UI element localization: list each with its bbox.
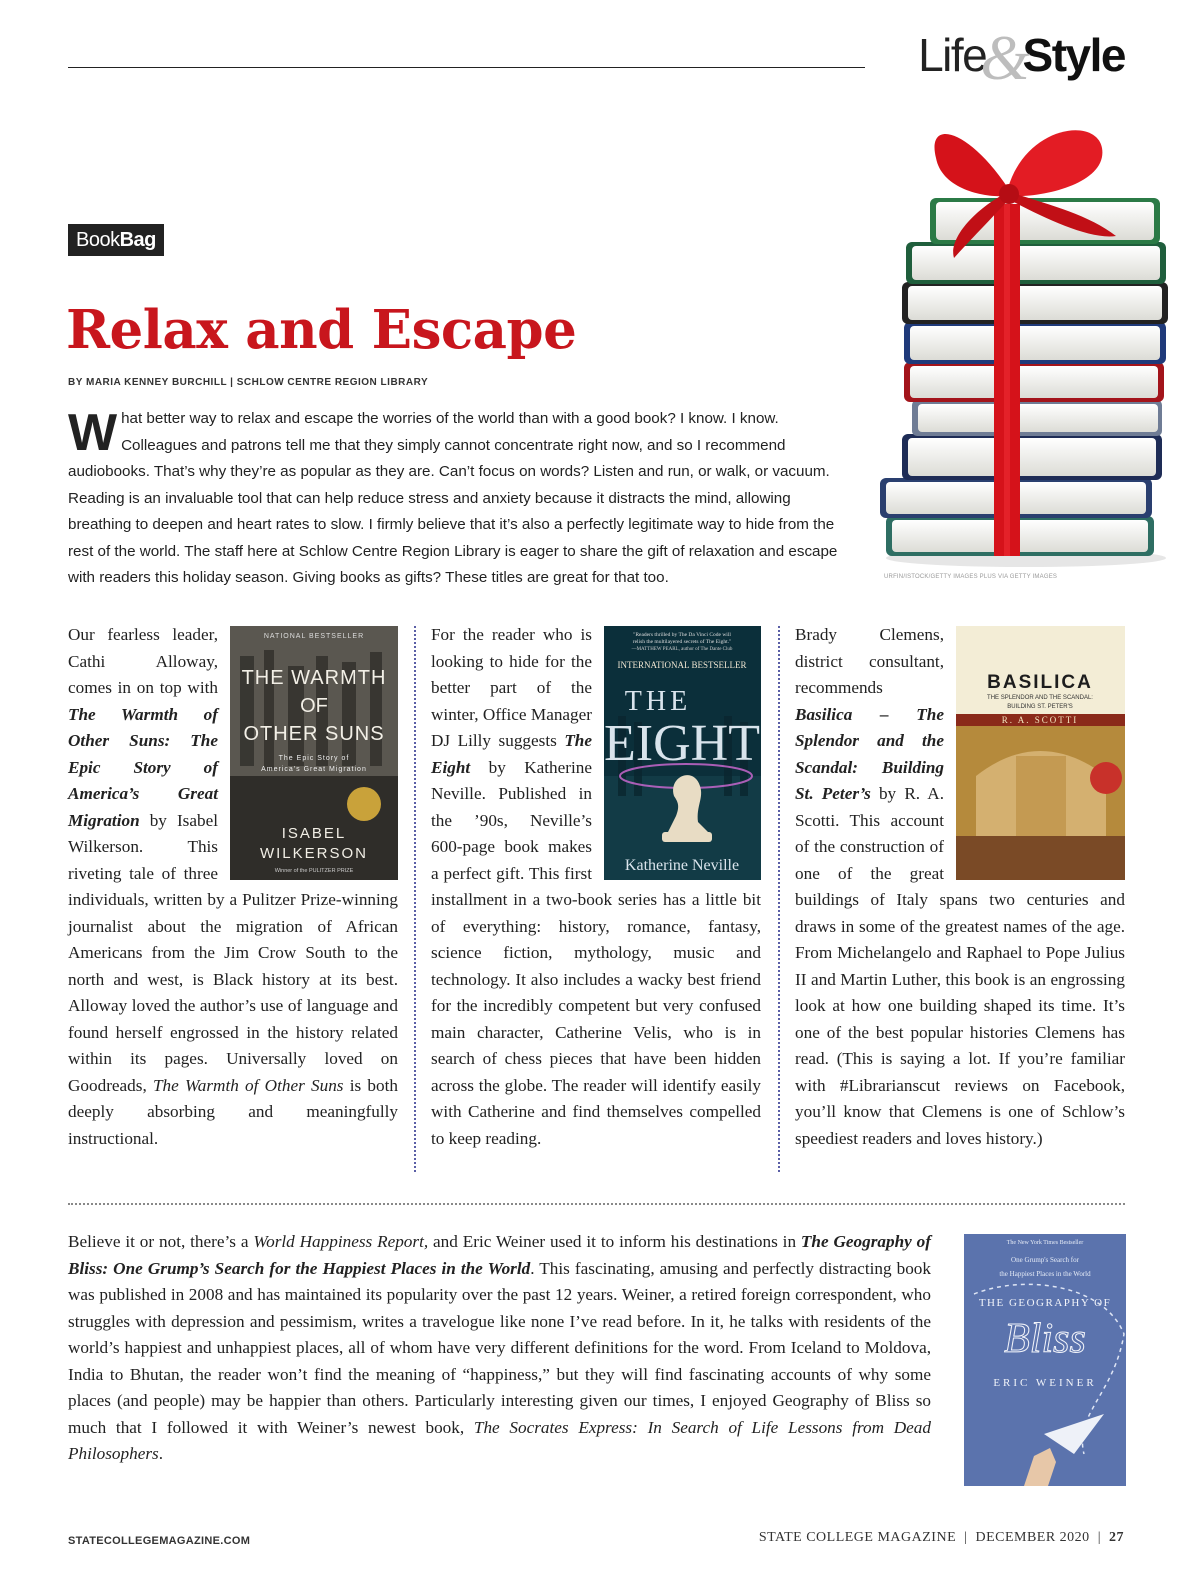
- warmth-cover-bottom: Winner of the PULITZER PRIZE: [274, 868, 354, 874]
- col1-text-c: is both deeply absorbing and meaningfully instructional.: [68, 1075, 398, 1148]
- eight-cover-title2: EIGHT: [604, 715, 760, 772]
- column-tag-part2: Bag: [119, 229, 156, 251]
- warmth-cover-title3: OTHER SUNS: [243, 723, 385, 745]
- eight-cover-blurb2: relish the multilayered secrets of The Eight.": [632, 639, 732, 645]
- warmth-cover-author1: ISABEL: [281, 825, 347, 842]
- eight-cover-blurb3: —MATTHEW PEARL, author of The Dante Club: [631, 647, 733, 652]
- section-ampersand: &: [980, 22, 1029, 93]
- warmth-cover-subtitle1: The Epic Story of: [278, 755, 350, 762]
- col2-book-title: The Eight: [431, 731, 592, 777]
- bliss-cover-top: The New York Times Bestseller: [1006, 1240, 1084, 1246]
- section-label-style: Style: [1022, 29, 1125, 81]
- col3-text-a: Brady Clemens, district consultant, recommends: [795, 625, 944, 697]
- byline: BY MARIA KENNEY BURCHILL | SCHLOW CENTRE REGION LIBRARY: [68, 377, 429, 388]
- drop-cap: W: [68, 404, 118, 462]
- basilica-cover-seal: [1090, 762, 1122, 794]
- basilica-cover-subtitle1: THE SPLENDOR AND THE SCANDAL:: [987, 695, 1093, 701]
- bottom-text-c: . This fascinating, amusing and perfectly distracting book was published in 2008 and has maintained its popularity over the past 12 years. Weiner, a retired foreign correspondent, who struggles with depression and pessimism, writes a travelogue like none I’ve read before. In it, he talks with residents of the world’s happiest and unhappiest places, all of whom have very different definitions for the word. From Iceland to Moldova, India to Bhutan, the reader won’t find the meaning of “happiness,” but they will find fascinating accounts of why some places (and people) may be happier than others. Particularly interesting given our times, I enjoyed Geography of Bliss so much that I followed it with Weiner’s newest book,: [68, 1258, 931, 1437]
- col3-book-title: Basilica – The Splendor and the Scandal: Building St. Peter’s: [795, 704, 944, 803]
- warmth-cover-subtitle2: America's Great Migration: [261, 766, 367, 773]
- col1-text-a: Our fearless leader, Cathi Alloway, comes in on top with: [68, 625, 218, 697]
- footer-date: DECEMBER 2020: [975, 1530, 1090, 1545]
- footer-separator: |: [964, 1530, 968, 1545]
- header-rule: [68, 67, 865, 68]
- footer-issue: [759, 1530, 1124, 1546]
- section-label-life: Life: [918, 29, 987, 81]
- headline: Relax and Escape: [66, 299, 577, 361]
- col3-text-b: by R. A. Scotti. This account of the construction of one of the great buildings of Italy spans two centuries and draws in some of the greatest names of the age. From Michelangelo and Raphael to Pope Julius II and Martin Luther, this book is an engrossing look at how one building shaped its time. It’s one of the best popular histories Clemens has read. (This is saying a lot. If you’re familiar with #Librarianscut reviews on Facebook, you’ll know that Clemens is one of Schlow’s speediest readers and loves history.): [795, 784, 1125, 1148]
- column-divider: [414, 626, 416, 1172]
- warmth-cover-title1: THE WARMTH: [241, 667, 387, 689]
- warmth-cover-author2: WILKERSON: [259, 845, 369, 862]
- bottom-book-title: The Geography of Bliss: One Grump’s Search for the Happiest Places in the World: [68, 1232, 931, 1278]
- section-divider: [68, 1203, 1125, 1205]
- recommendation-column-1: [68, 622, 398, 1152]
- col2-text-a: For the reader who is looking to hide for the better part of the winter, Office Manager DJ Lilly suggests: [431, 625, 592, 750]
- warmth-cover-top: NATIONAL BESTSELLER: [263, 633, 365, 640]
- footer-magazine: STATE COLLEGE MAGAZINE: [758, 1530, 957, 1545]
- basilica-cover-subtitle2: BUILDING ST. PETER'S: [1007, 704, 1073, 710]
- bottom-recommendation: [68, 1229, 931, 1468]
- gift-books-photo: [876, 118, 1172, 570]
- footer-separator: |: [1097, 1530, 1101, 1545]
- bottom-second-book-title: The Socrates Express: In Search of Life Lessons from Dead Philosophers: [68, 1417, 931, 1463]
- intro-paragraph: [68, 406, 848, 592]
- intro-text: hat better way to relax and escape the worries of the world than with a good book? I know. I know. Colleagues and patrons tell me that they simply cannot concentrate right now, and so I recommend audiobooks. That’s why they’re as popular as they are. Can’t focus on words? Listen and run, or walk, or vacuum. Reading is an invaluable tool that can help reduce stress and anxiety because it distracts the mind, allowing breathing to deepen and heart rates to slow. I firmly believe that it’s also a perfectly legitimate way to hide from the rest of the world. The staff here at Schlow Centre Region Library is eager to share the gift of relaxation and escape with readers this holiday season. Giving books as gifts? These titles are great for that too.: [68, 410, 838, 586]
- recommendation-column-2: [431, 622, 761, 1152]
- bliss-cover-author: ERIC WEINER: [993, 1377, 1097, 1389]
- eight-cover-blurb1: "Readers thrilled by The Da Vinci Code will: [633, 632, 731, 638]
- warmth-cover-title2: OF: [300, 695, 328, 717]
- footer-website: STATECOLLEGEMAGAZINE.COM: [68, 1535, 251, 1547]
- bottom-report-title: World Happiness Report,: [253, 1232, 429, 1251]
- the-eight-cover: [604, 626, 761, 880]
- bliss-cover-sub2: the Happiest Places in the World: [999, 1270, 1091, 1278]
- eight-cover-author: Katherine Neville: [624, 857, 740, 874]
- eight-cover-top: INTERNATIONAL BESTSELLER: [617, 660, 747, 670]
- award-seal: [347, 787, 381, 821]
- section-header: [918, 22, 1125, 93]
- page-number: 27: [1109, 1530, 1124, 1545]
- eight-cover-title1: THE: [624, 686, 692, 717]
- column-tag: [68, 224, 164, 256]
- bottom-text-a: Believe it or not, there’s a: [68, 1232, 254, 1251]
- photo-credit: URFIN/ISTOCK/GETTY IMAGES PLUS VIA GETTY IMAGES: [884, 574, 1058, 580]
- basilica-cover-author: R. A. SCOTTI: [1001, 715, 1079, 725]
- basilica-cover-title: BASILICA: [987, 672, 1093, 693]
- col1-book-title-italic: The Warmth of Other Suns: [153, 1075, 344, 1095]
- bottom-text-d: .: [158, 1444, 164, 1463]
- bottom-text-b: and Eric Weiner used it to inform his destinations in: [428, 1232, 801, 1251]
- bliss-cover-title2: Bliss: [1004, 1316, 1086, 1362]
- column-divider: [778, 626, 780, 1172]
- basilica-cover: [956, 626, 1125, 880]
- column-tag-part1: Book: [76, 229, 120, 251]
- col1-book-title: The Warmth of Other Suns: The Epic Story of America’s Great Migration: [68, 704, 218, 830]
- warmth-of-other-suns-cover: [230, 626, 398, 880]
- bliss-cover-sub1: One Grump's Search for: [1011, 1256, 1079, 1264]
- col2-text-b: by Katherine Neville. Published in the ’90s, Neville’s 600-page book makes a perfect gift. This first installment in a two-book series has a little bit of everything: history, romance, fantasy, science fiction, mythology, music and technology. It also includes a wacky best friend for the incredibly competent but very confused main character, Catherine Velis, who is in search of chess pieces that have been hidden across the globe. The reader will identify easily with Catherine and find themselves compelled to keep reading.: [431, 757, 761, 1148]
- col1-text-b: by Isabel Wilkerson. This riveting tale of three individuals, written by a Pulitzer Prize-winning journalist about the migration of African Americans from the Jim Crow South to the north and west, is Black history at its best. Alloway loved the author’s use of language and found herself engrossed in the history related within its pages. Universally loved on Goodreads,: [68, 810, 398, 1095]
- recommendation-column-3: [795, 622, 1125, 1152]
- bliss-cover-title1: THE GEOGRAPHY OF: [978, 1297, 1112, 1309]
- geography-of-bliss-cover: [964, 1234, 1126, 1486]
